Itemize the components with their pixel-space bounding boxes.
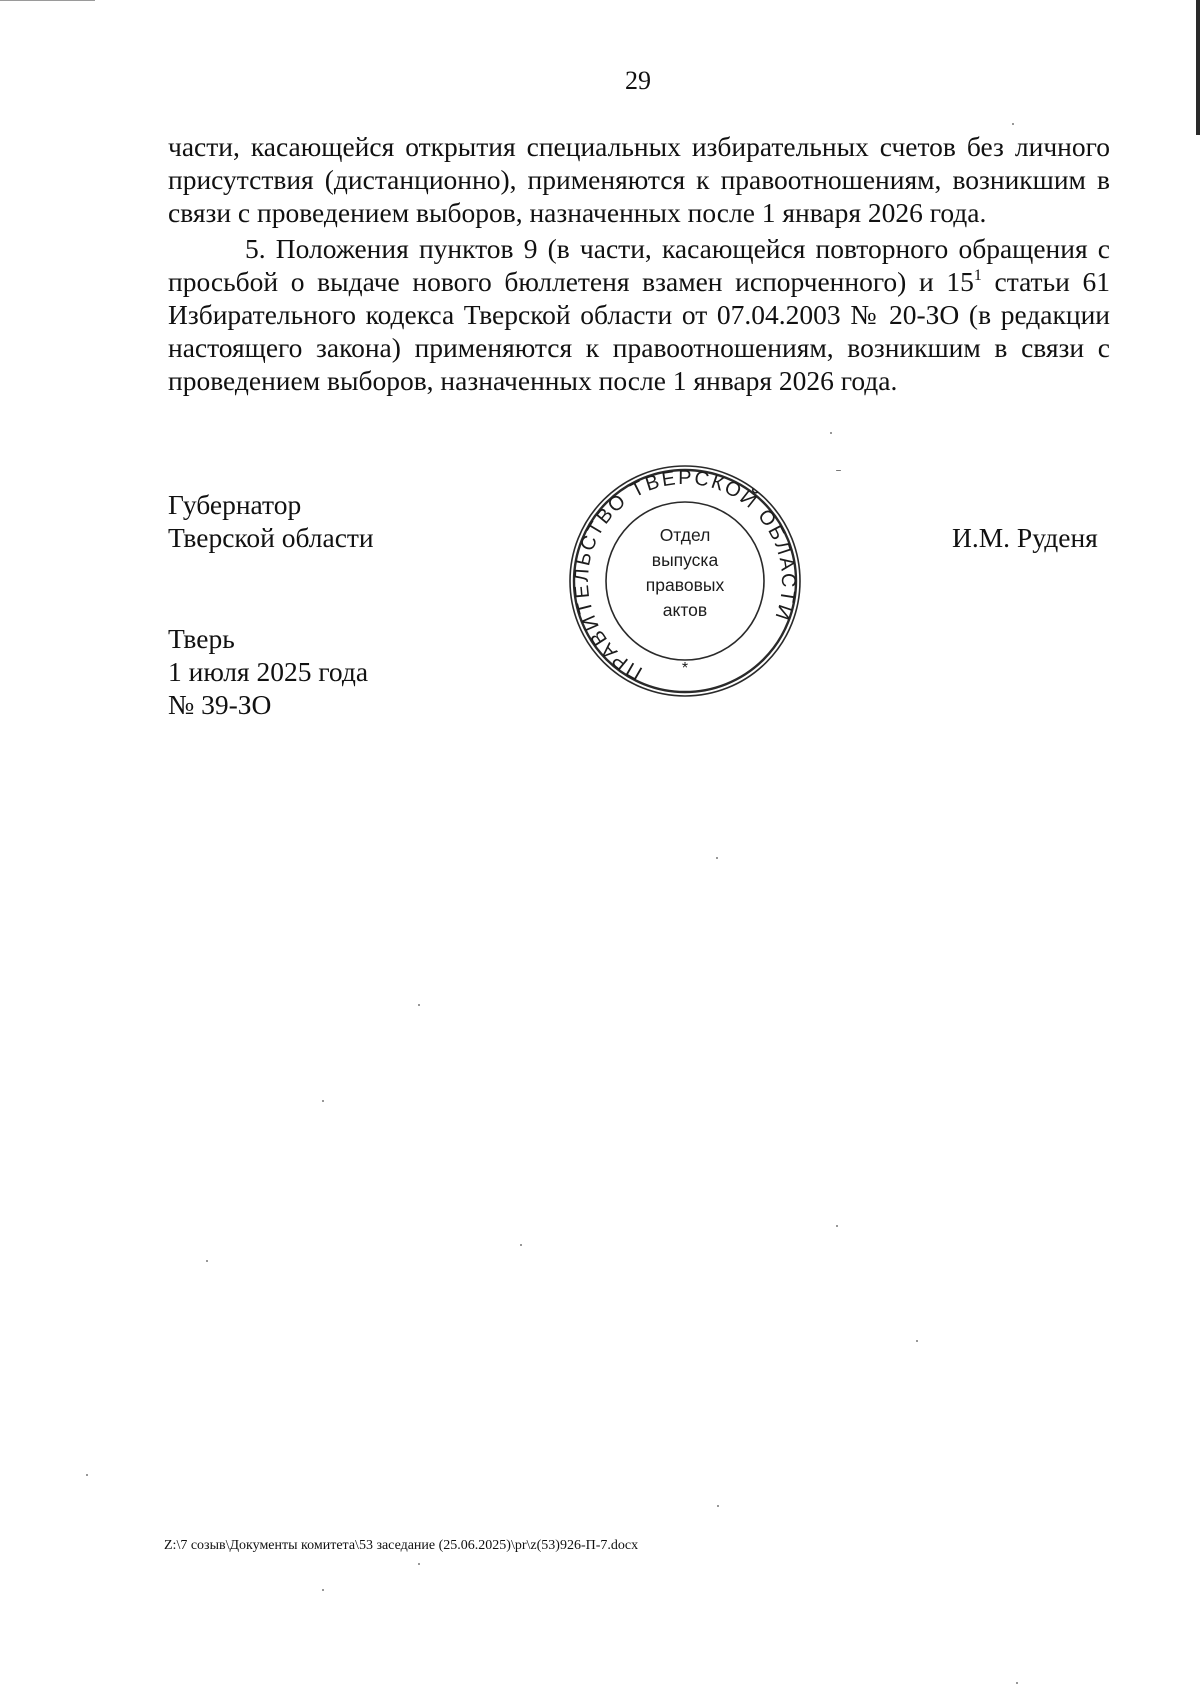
law-date: 1 июля 2025 года [168, 656, 369, 687]
scan-edge-top [0, 0, 95, 1]
scan-speck [322, 1589, 324, 1591]
scan-speck [322, 1100, 324, 1102]
scan-speck [836, 470, 841, 471]
law-number: № 39-ЗО [168, 689, 272, 720]
scan-speck [520, 1244, 522, 1246]
seal-center-line-4: актов [662, 600, 708, 620]
signatory-title-line-1: Губернатор [168, 489, 302, 520]
footer-file-path: Z:\7 созыв\Документы комитета\53 заседание (25.06.2025)\pr\z(53)926-П-7.docx [164, 1538, 639, 1553]
scan-speck [916, 1340, 918, 1342]
paragraph-text-end: статьи 61 Избирательного кодекса Тверской области от 07.04.2003 № 20-ЗО (в редакции настоящего закона) применяются к правоотношениям, возникшим в связи с проведением выборов, назначенных после 1 января 2026 года. [168, 266, 1110, 396]
official-seal-stamp [565, 461, 805, 701]
page-number: 29 [625, 66, 651, 95]
scan-speck [1016, 1682, 1018, 1684]
paragraph-continuation: части, касающейся открытия специальных избирательных счетов без личного присутствия (дистанционно), применяются к правоотношениям, возникшим в связи с проведением выборов, назначенных после 1 января 2026 года. [168, 131, 1110, 228]
signatory-name: И.М. Руденя [952, 522, 1098, 553]
seal-star: * [681, 660, 689, 677]
paragraph-item-5 [168, 232, 1110, 397]
scan-speck [836, 1225, 838, 1227]
seal-center-line-1: Отдел [659, 525, 711, 545]
scan-speck [418, 1004, 420, 1006]
signatory-title [168, 488, 374, 554]
superscript-index: 1 [973, 267, 982, 284]
seal-center-line-3: правовых [645, 575, 725, 595]
scan-speck [716, 857, 718, 859]
seal-ring-text: ПРАВИТЕЛЬСТВО ТВЕРСКОЙ ОБЛАСТИ [570, 466, 800, 684]
signatory-title-line-2: Тверской области [168, 522, 374, 553]
place-date-block [168, 622, 368, 721]
scan-speck [206, 1260, 208, 1262]
scan-speck [717, 1505, 719, 1507]
scan-speck [418, 1563, 420, 1565]
paragraph-text-start: 5. Положения пунктов 9 (в части, касающейся повторного обращения с просьбой о выдаче нового бюллетеня взамен испорченного) и 15 [168, 233, 1110, 297]
city: Тверь [168, 623, 235, 654]
scan-speck [830, 432, 832, 434]
scan-speck [86, 1474, 88, 1476]
seal-center-line-2: выпуска [651, 550, 719, 570]
seal-center-text [620, 523, 750, 623]
document-body [168, 130, 1110, 397]
scan-speck [1012, 123, 1014, 125]
